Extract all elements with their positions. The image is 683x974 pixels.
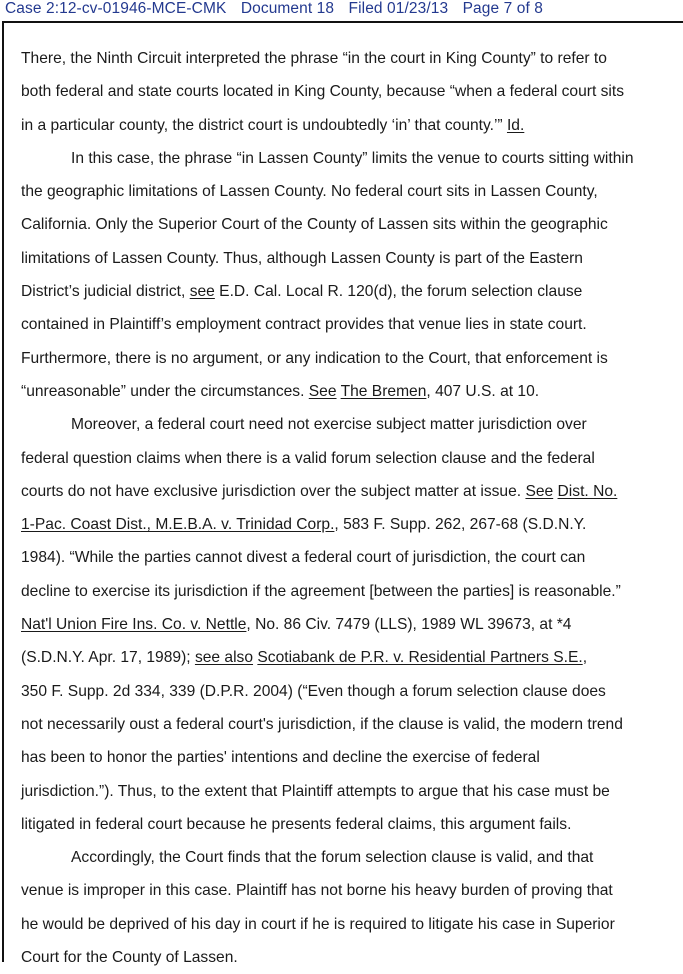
text-line — [21, 808, 677, 841]
text-segment: District’s judicial district, — [21, 283, 190, 301]
text-segment: has been to honor the parties' intentions and decline the exercise of federal — [21, 749, 540, 767]
text-segment: 1984). “While the parties cannot divest a federal court of jurisdiction, the court can — [21, 549, 586, 567]
text-segment: federal question claims when there is a valid forum selection clause and the federal — [21, 449, 595, 467]
text-line — [21, 75, 677, 108]
text-line — [21, 608, 677, 641]
citation-text: The Bremen — [340, 382, 427, 400]
text-line — [21, 42, 677, 75]
citation-text: see — [189, 283, 215, 301]
citation-text: 1-Pac. Coast Dist., M.E.B.A. v. Trinidad Corp. — [21, 516, 335, 534]
text-segment: , No. 86 Civ. 7479 (LLS), 1989 WL 39673, at *4 — [246, 616, 572, 634]
page-number: Page 7 of 8 — [462, 0, 543, 17]
text-segment: Moreover, a federal court need not exercise subject matter jurisdiction over — [71, 416, 587, 434]
document-body — [21, 42, 677, 974]
text-line — [21, 908, 677, 941]
text-line — [21, 475, 677, 508]
text-segment: he would be deprived of his day in court if he is required to litigate his case in Superior — [21, 915, 615, 933]
text-line — [21, 641, 677, 674]
text-line — [21, 741, 677, 774]
citation-text: See — [525, 482, 554, 500]
text-line — [21, 342, 677, 375]
document-number: Document 18 — [240, 0, 335, 17]
text-segment: “unreasonable” under the circumstances. — [21, 382, 309, 400]
citation-text: Scotiabank de P.R. v. Residential Partners S.E. — [257, 649, 583, 667]
text-line — [21, 508, 677, 541]
text-segment: contained in Plaintiff’s employment contract provides that venue lies in state court. — [21, 316, 587, 334]
text-line — [21, 175, 677, 208]
text-segment: limitations of Lassen County. Thus, although Lassen County is part of the Eastern — [21, 249, 583, 267]
citation-text: Dist. No. — [557, 482, 618, 500]
text-segment: , 583 F. Supp. 262, 267-68 (S.D.N.Y. — [334, 516, 587, 534]
citation-text: Id. — [506, 116, 525, 134]
text-segment: not necessarily oust a federal court's jurisdiction, if the clause is valid, the modern trend — [21, 715, 623, 733]
citation-text: See — [308, 382, 337, 400]
text-line — [21, 708, 677, 741]
text-line — [21, 841, 677, 874]
text-segment: , 407 U.S. at 10. — [426, 382, 540, 400]
text-segment: the geographic limitations of Lassen County. No federal court sits in Lassen County, — [21, 183, 598, 201]
text-segment: California. Only the Superior Court of the County of Lassen sits within the geographic — [21, 216, 608, 234]
text-line — [21, 275, 677, 308]
text-line — [21, 242, 677, 275]
text-line — [21, 941, 677, 974]
text-segment: E.D. Cal. Local R. 120(d), the forum selection clause — [214, 283, 583, 301]
text-segment: jurisdiction.”). Thus, to the extent that Plaintiff attempts to argue that his case must be — [21, 782, 610, 800]
text-line — [21, 541, 677, 574]
text-line — [21, 442, 677, 475]
text-segment: venue is improper in this case. Plaintiff has not borne his heavy burden of proving that — [21, 882, 613, 900]
text-segment: Accordingly, the Court finds that the forum selection clause is valid, and that — [71, 849, 594, 867]
text-line — [21, 109, 677, 142]
text-segment: Furthermore, there is no argument, or any indication to the Court, that enforcement is — [21, 349, 608, 367]
text-segment: Court for the County of Lassen. — [21, 949, 238, 967]
text-line — [21, 375, 677, 408]
text-segment: litigated in federal court because he presents federal claims, this argument fails. — [21, 815, 572, 833]
citation-text: see also — [194, 649, 254, 667]
text-segment: decline to exercise its jurisdiction if the agreement [between the parties] is reasonable.” — [21, 582, 621, 600]
text-line — [21, 775, 677, 808]
text-line — [21, 575, 677, 608]
text-segment: courts do not have exclusive jurisdiction over the subject matter at issue. — [21, 482, 526, 500]
case-number: Case 2:12-cv-01946-MCE-CMK — [5, 0, 227, 17]
text-line — [21, 208, 677, 241]
citation-text: Nat'l Union Fire Ins. Co. v. Nettle — [21, 616, 247, 634]
text-line — [21, 308, 677, 341]
text-segment: in a particular county, the district court is undoubtedly ‘in’ that county.’” — [21, 116, 507, 134]
text-line — [21, 675, 677, 708]
document-header — [5, 0, 553, 18]
text-segment: In this case, the phrase “in Lassen County” limits the venue to courts sitting within — [71, 149, 634, 167]
text-segment: , — [582, 649, 588, 667]
text-segment: There, the Ninth Circuit interpreted the phrase “in the court in King County” to refer to — [21, 50, 607, 67]
text-line — [21, 874, 677, 907]
text-segment: 350 F. Supp. 2d 334, 339 (D.P.R. 2004) (“Even though a forum selection clause does — [21, 682, 606, 700]
text-segment: (S.D.N.Y. Apr. 17, 1989); — [21, 649, 195, 667]
filed-date: Filed 01/23/13 — [348, 0, 449, 17]
text-line — [21, 408, 677, 441]
text-segment: both federal and state courts located in King County, because “when a federal court sits — [21, 83, 625, 101]
text-line — [21, 142, 677, 175]
